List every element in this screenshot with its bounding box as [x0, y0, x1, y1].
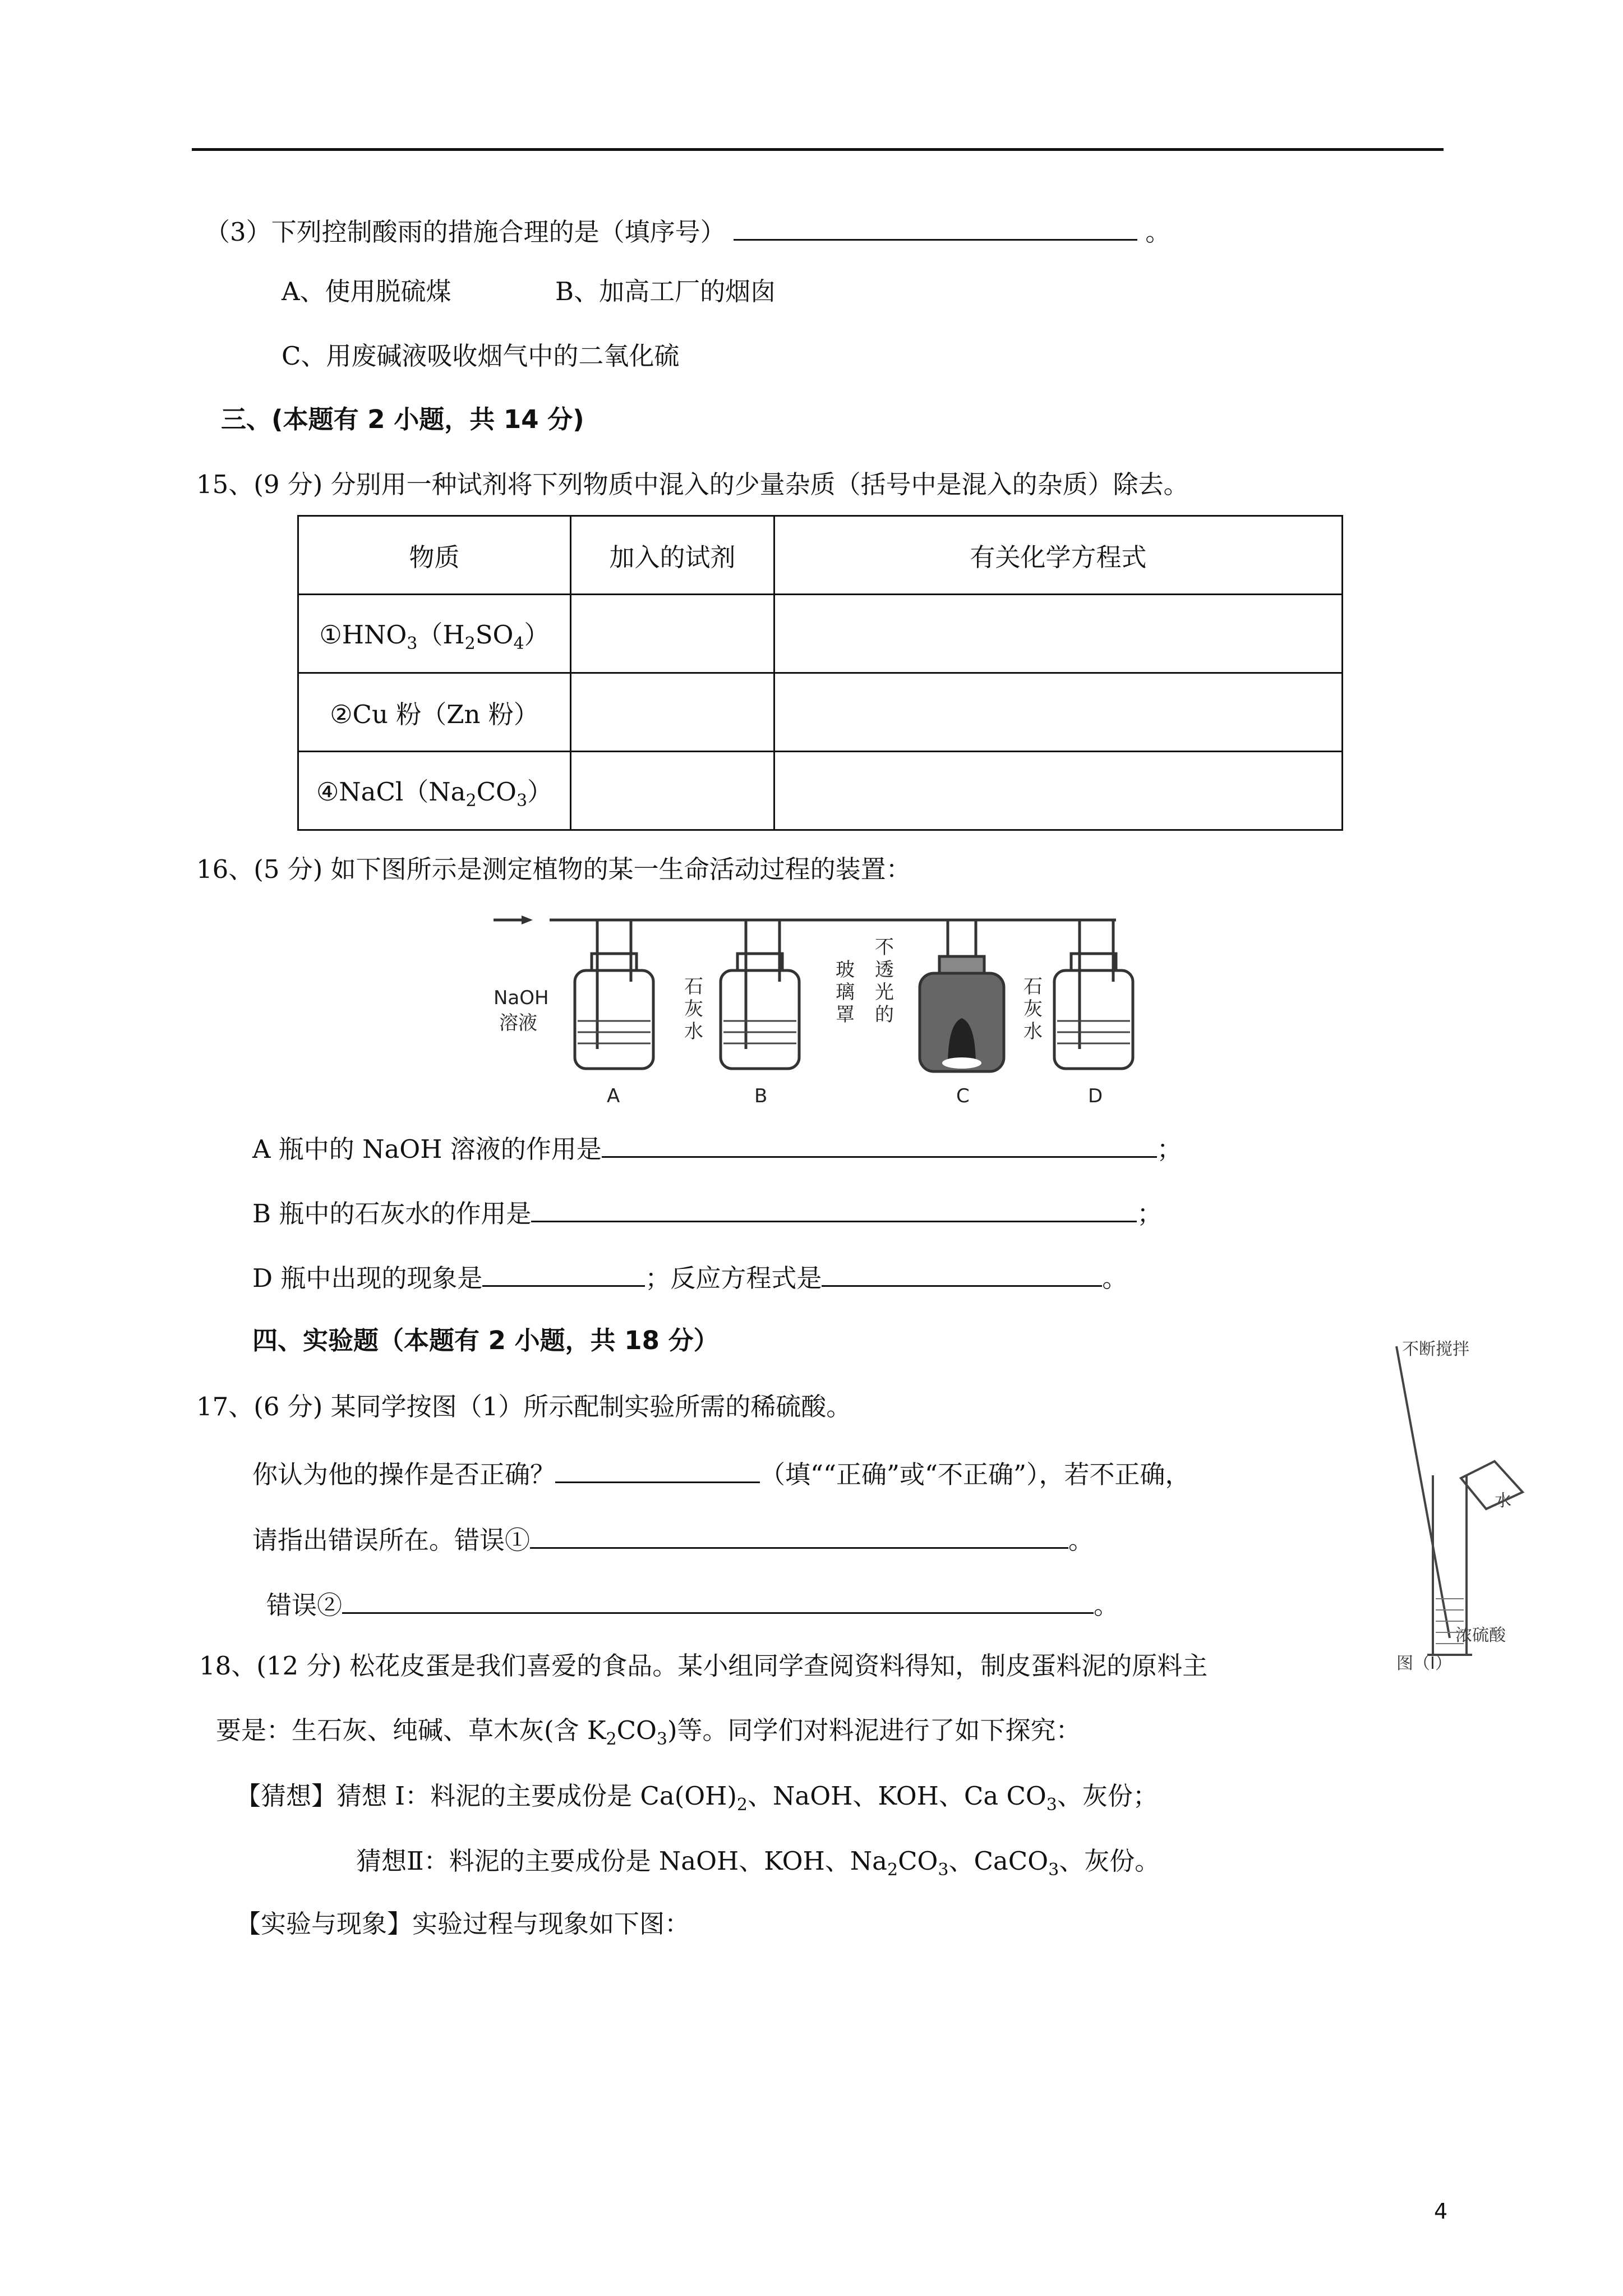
q15-row2-substance: ②Cu 粉（Zn 粉）: [298, 673, 571, 752]
q18-guess1: 【猜想】猜想 I：料泥的主要成份是 $Ca(OH)_2$、NaOH、KOH、Ca $CO_3$、灰份；: [236, 1781, 1158, 1815]
q16-a-blank[interactable]: [602, 1130, 1157, 1158]
q14-3-stem-text: （3）下列控制酸雨的措施合理的是（填序号）: [205, 217, 726, 247]
section3-heading: 三、(本题有 2 小题，共 14 分): [221, 404, 584, 434]
q16-apparatus-figure: [482, 903, 1166, 1111]
q15-row3-reagent-cell[interactable]: [571, 752, 774, 830]
q14-3-period: 。: [1145, 217, 1171, 247]
q17-error1-text: 请指出错误所在。错误①: [252, 1525, 531, 1555]
label-cover-2: 透: [875, 959, 894, 981]
q15-row3-equation-cell[interactable]: [774, 752, 1343, 830]
q16-line-d-equation-text: ；反应方程式是: [645, 1263, 822, 1293]
q15-row2-equation-cell[interactable]: [774, 673, 1343, 752]
q17-error2-blank[interactable]: [342, 1586, 1094, 1614]
label-cover-4: 的: [875, 1004, 894, 1026]
q16-line-b-text: B 瓶中的石灰水的作用是: [252, 1199, 532, 1228]
bottle-b-label: B: [754, 1085, 768, 1107]
q15-row2-reagent-cell[interactable]: [571, 673, 774, 752]
q15-row1-substance: $①HNO_3(H_2SO_4)$: [298, 595, 571, 673]
q14-3-option-a: A、使用脱硫煤: [282, 277, 451, 306]
q16-d-equation-blank[interactable]: [822, 1259, 1102, 1287]
q16-d-phenomenon-blank[interactable]: [482, 1259, 645, 1287]
q14-3-option-c: C、用废碱液吸收烟气中的二氧化硫: [282, 341, 680, 371]
q16-stem: 16、(5 分) 如下图所示是测定植物的某一生命活动过程的装置：: [196, 854, 911, 884]
q15-row3-substance: $④NaCl(Na_2CO_3)$: [298, 752, 571, 830]
q17-error2-period: 。: [1094, 1590, 1119, 1620]
q16-line-d-text: D 瓶中出现的现象是: [252, 1263, 483, 1293]
q16-line-a: [252, 1130, 1182, 1166]
q15-table: [297, 515, 1343, 831]
q17-line2: [252, 1521, 1094, 1557]
label-lime-b-2: 灰: [684, 998, 703, 1020]
q17-line1-question: 你认为他的操作是否正确？: [252, 1460, 556, 1489]
q16-b-semicolon: ；: [1137, 1199, 1163, 1228]
q15-stem: 15、(9 分) 分别用一种试剂将下列物质中混入的少量杂质（括号中是混入的杂质）除去。: [196, 470, 1189, 499]
q14-3-answer-blank[interactable]: [734, 213, 1137, 241]
header-rule: [192, 148, 1444, 151]
label-naoh: NaOH: [494, 987, 549, 1009]
q17-correct-blank[interactable]: [555, 1456, 760, 1483]
q16-b-blank[interactable]: [531, 1195, 1137, 1222]
q17-error1-blank[interactable]: [530, 1521, 1068, 1549]
bottle-c-label: C: [956, 1085, 970, 1107]
q15-table-header-row: [298, 516, 1343, 595]
q14-3-stem: [205, 213, 1170, 249]
label-lime-d-1: 石: [1023, 976, 1043, 998]
label-naoh-solution: 溶液: [499, 1012, 537, 1034]
page-number: 4: [1434, 2199, 1448, 2224]
label-glass-1: 玻: [836, 959, 855, 981]
q17-error1-period: 。: [1068, 1525, 1094, 1555]
label-acid: 浓硫酸: [1455, 1626, 1506, 1645]
q15-header-substance: 物质: [298, 516, 571, 595]
label-lime-d-3: 水: [1023, 1020, 1043, 1043]
q18-guess2: 猜想Ⅱ：料泥的主要成份是 NaOH、KOH、$Na_2CO_3$、CaCO$_3$、灰份。: [356, 1846, 1160, 1880]
q17-error2-text: 错误②: [266, 1590, 343, 1620]
label-glass-2: 璃: [836, 981, 855, 1004]
label-cover-3: 光: [875, 981, 894, 1004]
bottle-d-label: D: [1088, 1085, 1103, 1107]
q18-experiment: 【实验与现象】实验过程与现象如下图：: [236, 1909, 690, 1939]
q17-line1: [252, 1456, 1191, 1492]
label-water: 水: [1495, 1491, 1511, 1511]
q18-line2: 要是：生石灰、纯碱、草木灰(含 $K_2CO_3$)等。同学们对料泥进行了如下探究：: [216, 1715, 1081, 1749]
q17-line3: [266, 1586, 1119, 1622]
q17-line1-note: （填““正确”或“不正确”），若不正确，: [760, 1460, 1191, 1489]
q18-line1: 18、(12 分) 松花皮蛋是我们喜爱的食品。某小组同学查阅资料得知，制皮蛋料泥的原料主: [199, 1651, 1208, 1681]
q14-3-option-b: B、加高工厂的烟囱: [555, 277, 776, 306]
q15-header-reagent: 加入的试剂: [571, 516, 774, 595]
q15-header-equation: 有关化学方程式: [774, 516, 1343, 595]
label-cover-1: 不: [875, 936, 894, 959]
q17-stem: 17、(6 分) 某同学按图（1）所示配制实验所需的稀硫酸。: [196, 1392, 852, 1421]
q16-a-semicolon: ；: [1156, 1134, 1182, 1164]
q15-row1-reagent-cell[interactable]: [571, 595, 774, 673]
table-row: [298, 595, 1343, 673]
table-row: [298, 673, 1343, 752]
label-lime-d-2: 灰: [1023, 998, 1043, 1020]
q16-d-period: 。: [1102, 1263, 1128, 1293]
q16-line-a-text: A 瓶中的 NaOH 溶液的作用是: [252, 1134, 602, 1164]
label-stir: 不断搅拌: [1402, 1340, 1469, 1359]
figure-caption: 图（Ⅰ）: [1396, 1654, 1452, 1673]
label-lime-b-1: 石: [684, 976, 703, 998]
table-row: [298, 752, 1343, 830]
label-glass-3: 罩: [836, 1004, 855, 1026]
q16-line-b: [252, 1195, 1162, 1231]
bottle-a-label: A: [607, 1085, 620, 1107]
section4-heading: 四、实验题（本题有 2 小题，共 18 分）: [252, 1326, 719, 1355]
q17-figure: [1385, 1335, 1553, 1683]
q15-row1-equation-cell[interactable]: [774, 595, 1343, 673]
q16-line-d: [252, 1259, 1127, 1295]
label-lime-b-3: 水: [684, 1020, 703, 1043]
